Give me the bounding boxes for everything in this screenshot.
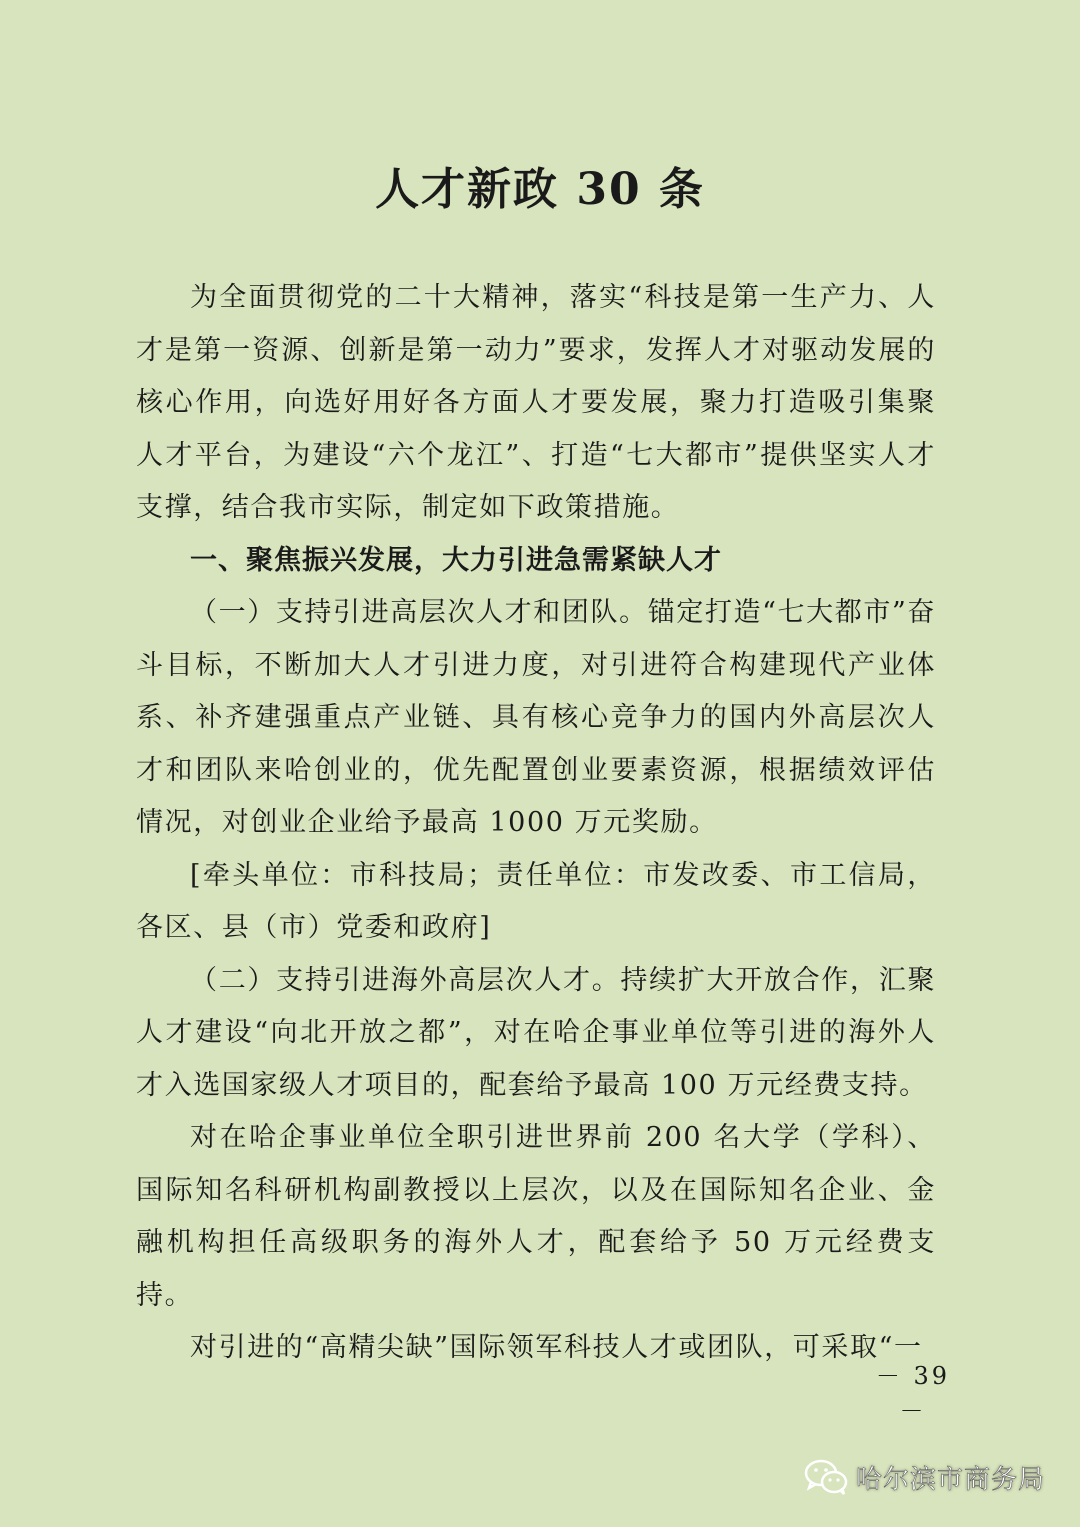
paragraph-item-2-detail: 对在哈企事业单位全职引进世界前 200 名大学（学科）、国际知名科研机构副教授以上层次，以及在国际知名企业、金融机构担任高级职务的海外人才，配套给予 50 万元经费支持。 [136,1122,936,1311]
wechat-icon [804,1458,848,1496]
watermark-label: 哈尔滨市商务局 [856,1464,1046,1495]
page-number: － 39 － [875,1362,951,1425]
document-title: 人才新政 30 条 [375,164,705,215]
document-body [136,272,936,1375]
responsible-units: [牵头单位：市科技局；责任单位：市发改委、市工信局，各区、县（市）党委和政府] [136,859,936,943]
section-heading: 一、聚焦振兴发展，大力引进急需紧缺人才 [190,544,722,576]
paragraph-preamble: 为全面贯彻党的二十大精神，落实“科技是第一生产力、人才是第一资源、创新是第一动力”要求，发挥人才对驱动发展的核心作用，向选好用好各方面人才要发展，聚力打造吸引集聚人才平台，为建设“六个龙江”、打造“七大都市”提供坚实人才支撑，结合我市实际，制定如下政策措施。 [136,282,936,523]
paragraph-item-2: （二）支持引进海外高层次人才。持续扩大开放合作，汇聚人才建设“向北开放之都”，对在哈企事业单位等引进的海外人才入选国家级人才项目的，配套给予最高 100 万元经费支持。 [136,964,936,1101]
paragraph-item-2-continued: 对引进的“高精尖缺”国际领军科技人才或团队，可采取“一 [190,1332,923,1363]
paragraph-item-1: （一）支持引进高层次人才和团队。锚定打造“七大都市”奋斗目标，不断加大人才引进力度，对引进符合构建现代产业体系、补齐建强重点产业链、具有核心竞争力的国内外高层次人才和团队来哈创业的，优先配置创业要素资源，根据绩效评估情况，对创业企业给予最高 1000 万元奖励。 [136,597,936,838]
watermark [804,1458,1045,1496]
